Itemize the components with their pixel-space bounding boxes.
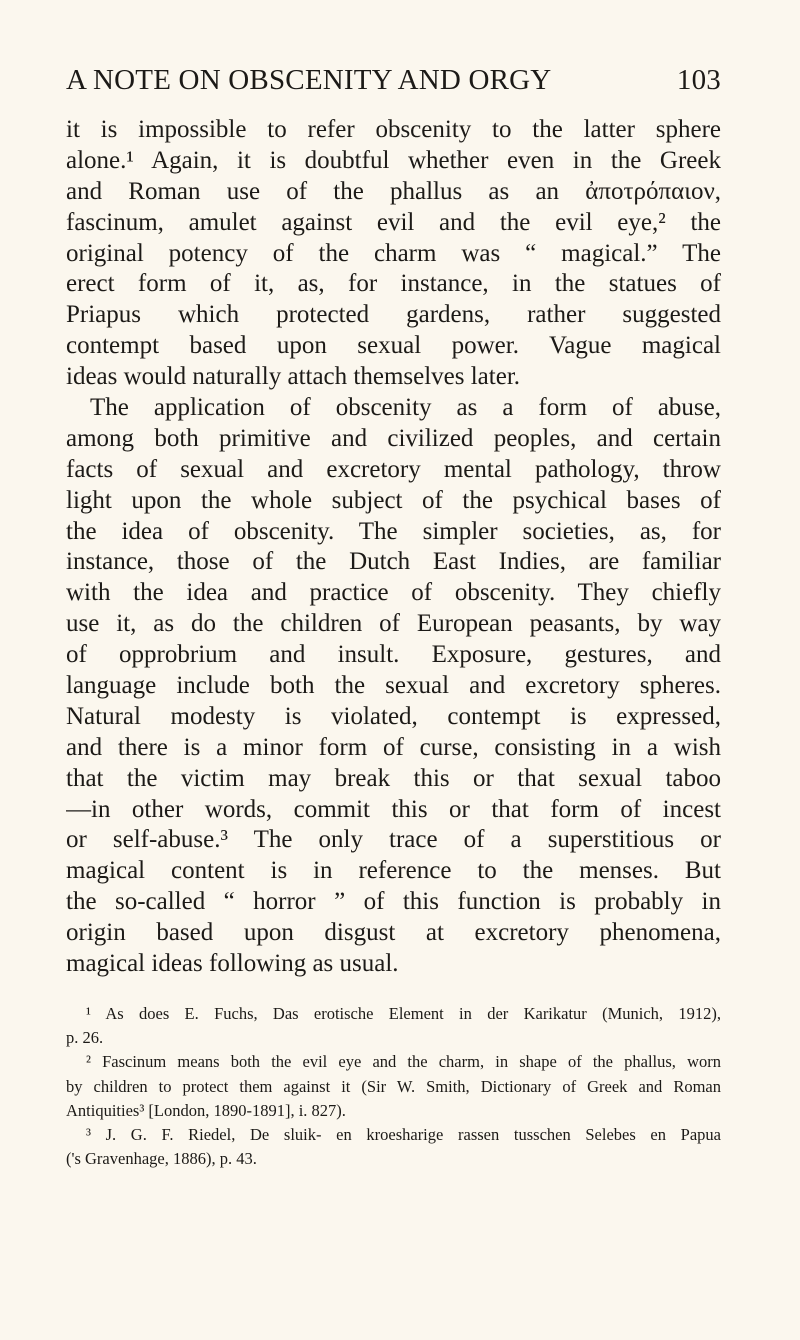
body-line: magical content is in reference to the menses. But <box>66 857 721 885</box>
body-line: facts of sexual and excretory mental pathology, throw <box>66 455 721 483</box>
footnote-line: p. 26. <box>66 1028 104 1048</box>
body-line: the so-called “ horror ” of this function is probably in <box>66 888 721 916</box>
body-line: with the idea and practice of obscenity. They chiefly <box>66 579 721 607</box>
body-line: Priapus which protected gardens, rather suggested <box>66 301 721 329</box>
body-line: contempt based upon sexual power. Vague magical <box>66 332 721 360</box>
body-line: fascinum, amulet against evil and the evil eye,² the <box>66 208 721 236</box>
body-line: of opprobrium and insult. Exposure, gestures, and <box>66 641 721 669</box>
body-line: original potency of the charm was “ magical.” The <box>66 239 721 267</box>
body-line: alone.¹ Again, it is doubtful whether even in the Greek <box>66 146 721 174</box>
body-line: ideas would naturally attach themselves later. <box>66 363 521 391</box>
body-line: it is impossible to refer obscenity to the latter sphere <box>66 116 721 143</box>
footnote-line: ³ J. G. F. Riedel, De sluik- en kroesharige rassen tusschen Selebes en Papua <box>86 1124 721 1144</box>
body-line: and Roman use of the phallus as an ἀποτρόπαιον, <box>66 177 721 205</box>
footnote-line: ('s Gravenhage, 1886), p. 43. <box>66 1149 257 1169</box>
footnote-line: Antiquities³ [London, 1890-1891], i. 827). <box>66 1100 346 1120</box>
page-number: 103 <box>676 64 721 96</box>
body-line: or self-abuse.³ The only trace of a superstitious or <box>66 826 721 854</box>
body-line: The application of obscenity as a form of abuse, <box>90 394 721 422</box>
body-text <box>66 115 721 980</box>
body-line: Natural modesty is violated, contempt is expressed, <box>66 702 721 730</box>
body-line: light upon the whole subject of the psychical bases of <box>66 486 721 514</box>
body-line: origin based upon disgust at excretory phenomena, <box>66 919 721 947</box>
body-line: use it, as do the children of European peasants, by way <box>66 610 721 638</box>
body-line: the idea of obscenity. The simpler societies, as, for <box>66 517 721 545</box>
footnotes <box>66 1002 721 1171</box>
body-line: —in other words, commit this or that form of incest <box>66 795 721 823</box>
body-line: that the victim may break this or that sexual taboo <box>66 764 721 792</box>
footnote-line: by children to protect them against it (Sir W. Smith, Dictionary of Greek and Roman <box>66 1076 721 1096</box>
body-line: language include both the sexual and excretory spheres. <box>66 672 721 700</box>
body-line: erect form of it, as, for instance, in the statues of <box>66 270 721 298</box>
running-head <box>66 64 721 100</box>
body-line: magical ideas following as usual. <box>66 950 399 978</box>
running-head-title: A NOTE ON OBSCENITY AND ORGY <box>66 64 552 96</box>
body-line: and there is a minor form of curse, consisting in a wish <box>66 733 721 761</box>
footnote-line: ² Fascinum means both the evil eye and the charm, in shape of the phallus, worn <box>86 1052 721 1072</box>
footnote-line: ¹ As does E. Fuchs, Das erotische Element in der Karikatur (Munich, 1912), <box>86 1004 721 1023</box>
body-line: among both primitive and civilized peoples, and certain <box>66 424 721 452</box>
body-line: instance, those of the Dutch East Indies, are familiar <box>66 548 721 576</box>
